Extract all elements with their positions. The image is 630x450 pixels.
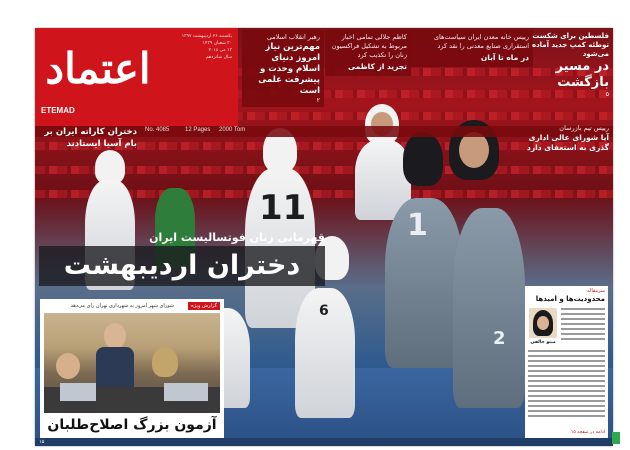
teaser-title: مهم‌ترین نیاز امروز دنیای اسلام وحدت و پیشرفت علمی است	[258, 42, 320, 96]
report-tag: گزارش ویژه	[188, 302, 220, 310]
teaser-kicker: رییس خانه معدن ایران سیاست‌های استقراری صنایع معدنی را نقد کرد	[433, 33, 529, 50]
date-line: ۳۰ شعبان ۱۴۳۹	[202, 41, 232, 46]
player-hijab	[95, 150, 125, 184]
editorial-column[interactable]	[525, 286, 608, 438]
newspaper-front-page	[35, 28, 613, 446]
monitor	[60, 383, 96, 401]
teaser-title: در ماه تا آبان	[480, 53, 529, 62]
teaser-page: ۵	[605, 91, 609, 98]
jersey-number: 2	[493, 328, 506, 349]
author-name: مینو خالقی	[530, 340, 556, 345]
newspaper-logo[interactable]: اعتماد	[45, 44, 151, 93]
city-council-photo	[44, 313, 220, 413]
masthead	[35, 28, 238, 126]
teaser-title: تجرید از کاظمی	[347, 62, 407, 71]
player-hijab	[403, 132, 443, 186]
page-count: 12 Pages	[185, 127, 211, 133]
report-kicker: شورای شهر امروز به شهرداری تهران رای می‌دهد	[70, 303, 174, 309]
author-face	[537, 316, 549, 330]
teaser-kicker: فلسطین برای شکست توطئه کمپ جدید آماده می‌شود	[531, 32, 609, 58]
column-text-body	[528, 350, 605, 420]
person-scarf	[152, 347, 178, 377]
author-photo	[529, 308, 557, 338]
teaser-headline: در مسیر بازگشت	[555, 59, 609, 90]
person-head	[56, 353, 80, 379]
teaser-palestine[interactable]	[531, 32, 609, 98]
date-line: یکشنبه ۲۶ اردیبهشت ۱۳۹۷	[181, 34, 232, 39]
column-title: محدودیت‌ها و امیدها	[535, 295, 605, 303]
newspaper-logo-latin: ETEMAD	[41, 106, 75, 115]
teaser-kicker: رهبر انقلاب اسلامی	[266, 33, 320, 41]
main-headline[interactable]: دختران اردیبهشت	[39, 246, 325, 286]
teaser-karate[interactable]	[41, 126, 137, 150]
jersey-number: 11	[259, 188, 307, 228]
jersey-number: 6	[319, 303, 329, 319]
main-subhead: قهرمانی زنان فوتسالیست ایران	[149, 231, 325, 244]
teaser-industry[interactable]	[409, 30, 533, 67]
corner-mark	[612, 432, 620, 444]
player-gray-2	[453, 208, 525, 408]
date-line: ۱۳ می ۲۰۱۸	[208, 48, 232, 53]
column-text-top	[561, 308, 605, 343]
teaser-leader[interactable]	[242, 30, 324, 107]
price: 2000 Tom	[219, 127, 246, 133]
page-corner-number: ۱۵	[39, 439, 45, 445]
teaser-title: آیا شورای عالی اداری گذری به استعفای دارد	[527, 133, 609, 152]
person-head	[104, 323, 126, 349]
teaser-page: ۲	[316, 97, 320, 104]
report-box[interactable]	[40, 299, 224, 439]
issue-date-block	[156, 33, 232, 61]
teaser-kazem[interactable]	[325, 30, 411, 76]
player-face	[459, 132, 489, 168]
teaser-kicker: کاظم جلالی تمامی اخبار مربوط به تشکیل فراکسیون زنان را تکذیب کرد	[331, 33, 407, 59]
column-tag: سرمقاله	[587, 288, 605, 294]
teaser-kicker: رییس تیم بازرسان	[559, 124, 609, 132]
jersey-number: 1	[407, 208, 428, 243]
date-line: سال شانزدهم	[205, 55, 232, 60]
issue-number: No. 4085	[145, 127, 170, 133]
monitor	[164, 383, 208, 401]
report-title: آزمون بزرگ اصلاح‌طلبان	[47, 417, 217, 433]
footer-strip	[35, 438, 613, 446]
teaser-inspectors[interactable]	[525, 124, 609, 153]
teaser-title: دختران کاراته ایران بر بام آسیا ایستادند	[44, 127, 137, 149]
continue-link[interactable]: ادامه در صفحه ۱۵	[570, 430, 605, 435]
